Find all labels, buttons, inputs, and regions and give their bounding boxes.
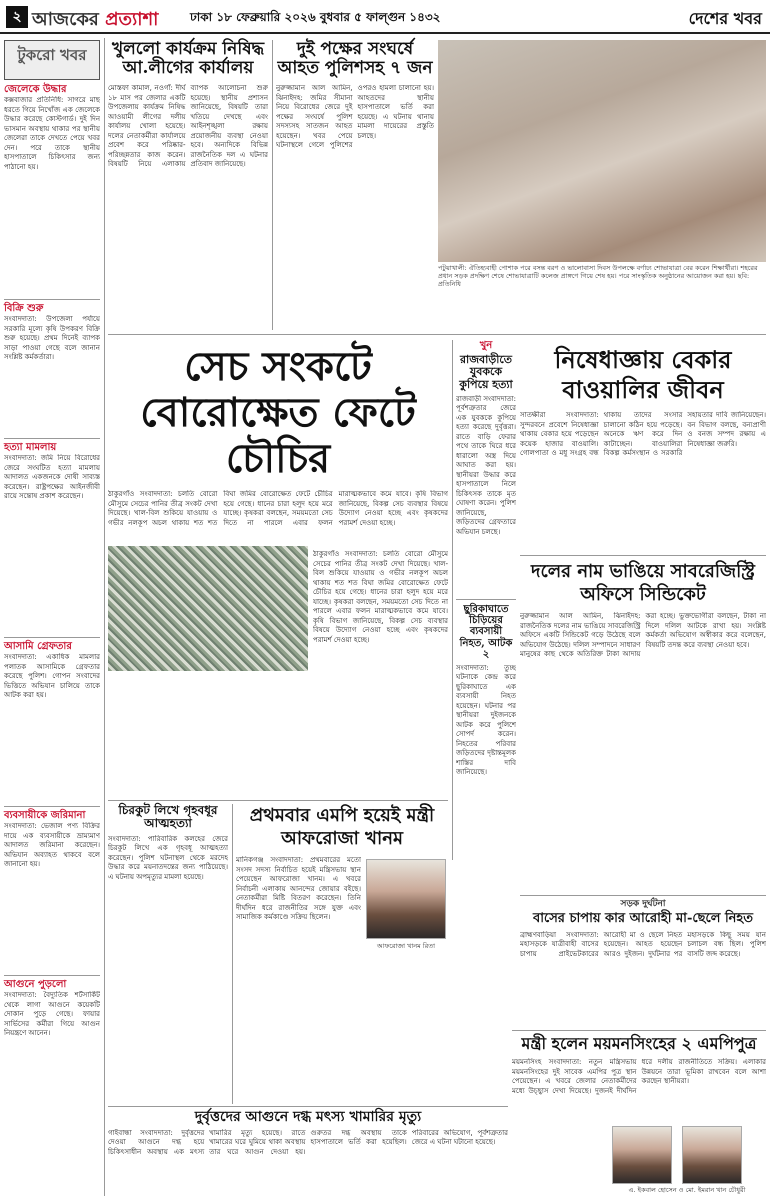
- article-text: নুরুজ্জামান আল আমিন, ঝিনাইদহ: রাজনৈতিক দলের নাম ভাঙিয়ে সাবরেজিস্ট্রি অফিসে একটি সিন্ডিকেট গড়ে উঠেছে বলে অভিযোগ উঠেছে। দলিল সম্পাদনে সাধারণ মানুষের কাছ থেকে অতিরিক্ত টাকা আদায় করা হচ্ছে। ভুক্তভোগীরা বলছেন, টাকা না দিলে দলিল আটকে রাখা হয়। সংশ্লিষ্ট কর্মকর্তা অভিযোগ অস্বীকার করে বলেছেন, বিষয়টি তদন্ত করে ব্যবস্থা নেওয়া হবে।: [520, 612, 766, 658]
- mp-portrait-1: [612, 1126, 672, 1184]
- dateline: ঢাকা ১৮ ফেব্রুয়ারি ২০২৬ বুধবার ৫ ফাল্গুন ১৪৩২: [190, 10, 441, 24]
- story-office-reopened: [108, 40, 268, 330]
- article-text: মানিকগঞ্জ সংবাদদাতা: প্রথমবারের মতো সংসদ সদস্য নির্বাচিত হয়েই মন্ত্রিসভায় স্থান পেয়েছেন আফরোজা খানম। এ খবরে নির্বাচনী এলাকায় আনন্দের জোয়ার বইছে। নেতাকর্মীরা মিষ্টি বিতরণ করেছেন। তিনি দীর্ঘদিন ধরে রাজনীতির সঙ্গে যুক্ত এবং সামাজিক কর্মকাণ্ডে সক্রিয় ছিলেন।: [236, 856, 361, 921]
- brief-text: সংবাদদাতা: উপজেলা পর্যায়ে সরকারি মূল্যে কৃষি উপকরণ বিক্রি শুরু হয়েছে। প্রথম দিনেই ব্যাপক সাড়া পাওয়া গেছে বলে জানান সংশ্লিষ্ট কর্মকর্তারা।: [4, 315, 100, 361]
- story-suicide: [108, 804, 228, 1104]
- brief-text: সংবাদদাতা: ভেজাল পণ্য বিক্রির দায়ে এক ব্যবসায়ীকে ভ্রাম্যমাণ আদালত জরিমানা করেছেন। অভিযান অব্যাহত থাকবে বলে জানানো হয়।: [4, 822, 100, 868]
- photo-caption: পটুয়াখালী: ঐতিহ্যবাহী পোশাক পরে বসন্ত বরণ ও ভালোবাসা দিবস উপলক্ষে বর্ণাঢ্য শোভাযাত্রা বের করেন শিক্ষার্থীরা। শহরের প্রধান সড়ক প্রদক্ষিণ শেষে শোভাযাত্রাটি কলেজ প্রাঙ্গণে গিয়ে শেষ হয়। পরে সাংস্কৃতিক অনুষ্ঠানের আয়োজন করা হয়। ছবি: প্রতিনিধি: [438, 264, 758, 288]
- headline: দুর্বৃত্তদের আগুনে দগ্ধ মৎস্য খামারির মৃত্যু: [194, 1109, 422, 1125]
- portrait-caption: এ. ইকবাল হোসেন ও মো. ইমরান খান চৌধুরী: [628, 1186, 746, 1194]
- brief-text: কক্সবাজার প্রতিনিধি: সাগরে মাছ ধরতে গিয়ে নিখোঁজ এক জেলেকে উদ্ধার করেছে কোস্টগার্ড। দুই দিন ভাসমান অবস্থায় থাকার পর স্থানীয় জেলেরা তাকে দেখতে পেয়ে খবর দেন। পরে তাকে স্থানীয় হাসপাতালে চিকিৎসার জন্য পাঠানো হয়।: [4, 96, 100, 171]
- article-text: রাজবাড়ী সংবাদদাতা: পূর্বশত্রুতার জেরে এক যুবককে কুপিয়ে হত্যা করেছে দুর্বৃত্তরা। রাতে বাড়ি ফেরার পথে তাকে ঘিরে ধরে ধারালো অস্ত্র দিয়ে আঘাত করা হয়। স্থানীয়রা উদ্ধার করে হাসপাতালে নিলে চিকিৎসক তাকে মৃত ঘোষণা করেন। পুলিশ জানিয়েছে, জড়িতদের গ্রেফতারে অভিযান চলছে।: [456, 394, 516, 536]
- article-text-cont: ঠাকুরগাঁও সংবাদদাতা: চলতি বোরো মৌসুমে সেচের পানির তীব্র সংকট দেখা দিয়েছে। খাল-বিল শুকিয়ে যাওয়ায় ও গভীর নলকূপ অচল থাকায় শত শত বিঘা জমির বোরোক্ষেত ফেটে চৌচির হয়ে গেছে। ধানের চারা হলুদ হয়ে মরে যাচ্ছে। কৃষকরা বলছেন, সময়মতো সেচ দিতে না পারলে এবার ফলন মারাত্মকভাবে কমে যাবে। কৃষি বিভাগ জানিয়েছে, বিকল্প সেচ ব্যবস্থার বিষয়ে উদ্যোগ নেওয়া হচ্ছে এবং কৃষকদের পরামর্শ দেওয়া হচ্ছে।: [313, 550, 448, 644]
- brief-text: সংবাদদাতা: বৈদ্যুতিক শর্টসার্কিট থেকে লাগা আগুনে কয়েকটি দোকান পুড়ে গেছে। ফায়ার সার্ভিসের কর্মীরা গিয়ে আগুন নিয়ন্ত্রণে আনেন।: [4, 991, 100, 1037]
- brief-headline: হত্যা মামলায়: [4, 442, 57, 453]
- mp-portrait-2: [682, 1126, 742, 1184]
- brief-text: সংবাদদাতা: জমি নিয়ে বিরোধের জেরে সংঘটিত হত্যা মামলায় আদালত একজনকে দোষী সাব্যস্ত করেছেন। রাষ্ট্রপক্ষের আইনজীবী রায়ে সন্তোষ প্রকাশ করেছেন।: [4, 454, 100, 500]
- sidebar-title: টুকরো খবর: [17, 46, 87, 64]
- story-irrigation-crisis: [108, 340, 448, 795]
- column-divider: [452, 340, 453, 860]
- column-divider: [232, 804, 233, 1104]
- section-divider: [520, 555, 766, 556]
- portrait-caption: আফরোজা খানম রিতা: [376, 942, 436, 950]
- article-text: নুরুজ্জামান আল আমিন, ঝিনাইদহ: জমির সীমানা নিয়ে বিরোধের জেরে দুই পক্ষের সংঘর্ষে পুলিশ সদস্যসহ সাতজন আহত হয়েছেন। খবর পেয়ে ঘটনাস্থলে গেলে পুলিশের ওপরও হামলা চালানো হয়। আহতদের স্থানীয় হাসপাতালে ভর্তি করা হয়েছে। এ ঘটনায় থানায় মামলা দায়েরের প্রস্তুতি চলছে।: [276, 84, 434, 150]
- page-number: ২: [6, 6, 28, 28]
- story-syndicate: [520, 560, 766, 890]
- headline: ছুরিকাঘাতে চিড়িয়ের ব্যবসায়ী নিহত, আটক ২: [459, 603, 513, 660]
- headline: মন্ত্রী হলেন ময়মনসিংহের ২ এমপিপুত্র: [521, 1034, 757, 1053]
- story-fire: [108, 1110, 508, 1196]
- story-minister: [236, 804, 448, 1104]
- rally-photo: [438, 40, 766, 262]
- headline: খুললো কার্যক্রম নিষিদ্ধ আ.লীগের কার্যালয়: [111, 39, 265, 79]
- headline: প্রথমবার এমপি হয়েই মন্ত্রী আফরোজা খানম: [249, 805, 435, 849]
- section-divider: [108, 1106, 508, 1107]
- headline: দুই পক্ষের সংঘর্ষে আহত পুলিশসহ ৭ জন: [277, 39, 433, 79]
- brief-headline: জেলেকে উদ্ধার: [4, 84, 67, 95]
- brief-text: সংবাদদাতা: একাধিক মামলার পলাতক আসামিকে গ্রেফতার করেছে পুলিশ। গোপন সংবাদের ভিত্তিতে অভিযান চালিয়ে তাকে আটক করা হয়।: [4, 653, 100, 699]
- brief-headline: আগুনে পুড়লো: [4, 979, 67, 990]
- kicker: খুন: [479, 340, 493, 351]
- headline: রাজবাড়ীতে যুবককে কুপিয়ে হত্যা: [459, 353, 513, 391]
- section-divider: [520, 895, 766, 896]
- headline: বাসের চাপায় কার আরোহী মা-ছেলে নিহত: [532, 911, 754, 926]
- headline: নিষেধাজ্ঞায় বেকার বাওয়ালির জীবন: [554, 345, 732, 404]
- article-text: সংবাদদাতা: পারিবারিক কলহের জেরে চিরকুট লিখে এক গৃহবধূ আত্মহত্যা করেছেন। পুলিশ ঘটনাস্থল থেকে মরদেহ উদ্ধার করে ময়নাতদন্তের জন্য পাঠিয়েছে। এ ঘটনায় অপমৃত্যুর মামলা হয়েছে।: [108, 834, 228, 881]
- column-divider: [104, 38, 105, 1196]
- article-text: সাতক্ষীরা সংবাদদাতা: সুন্দরবনে প্রবেশে নিষেধাজ্ঞা থাকায় বেকার হয়ে পড়েছেন কয়েক হাজার বাওয়ালি। গোলপাতা ও মধু সংগ্রহ বন্ধ থাকায় তাদের সংসার চালানো কঠিন হয়ে পড়েছে। অনেকে ঋণ করে দিন কাটাচ্ছেন। বাওয়ালিরা বিকল্প কর্মসংস্থান ও সরকারি সহায়তার দাবি জানিয়েছেন। বন বিভাগ বলছে, বন্যপ্রাণী ও বনজ সম্পদ রক্ষায় এ নিষেধাজ্ঞা জরুরি।: [520, 411, 766, 457]
- story-accident: [520, 898, 766, 1028]
- minister-portrait: [366, 859, 446, 939]
- story-bawali: [520, 345, 766, 545]
- sidebar-brief-news: [4, 40, 100, 1190]
- headline: দলের নাম ভাঙিয়ে সাবরেজিস্ট্রি অফিসে সিন্ডিকেট: [531, 561, 755, 605]
- page-header: [0, 0, 770, 34]
- story-clash: [276, 40, 434, 330]
- brief-headline: ব্যবসায়ীকে জরিমানা: [4, 810, 86, 821]
- article-text: ব্রাহ্মণবাড়িয়া সংবাদদাতা: মহাসড়কে যাত্রীবাহী বাসের চাপায় প্রাইভেটকারের আরোহী মা ও ছেলে নিহত হয়েছেন। আহত হয়েছেন আরও দুইজন। দুর্ঘটনার পর মহাসড়কে কিছু সময় যান চলাচল বন্ধ ছিল। পুলিশ বাসটি জব্দ করেছে।: [520, 930, 766, 958]
- sidebar-title-box: [4, 40, 100, 80]
- article-text: ময়মনসিংহ সংবাদদাতা: নতুন মন্ত্রিসভায় ময়মনসিংহের দুই সাবেক এমপির পুত্র স্থান পেয়েছেন। এ খবরে জেলার নেতাকর্মীদের মধ্যে উচ্ছ্বাস দেখা দিয়েছে। দুজনই দীর্ঘদিন ধরে দলীয় রাজনীতিতে সক্রিয়। এলাকার উন্নয়নে তারা ভূমিকা রাখবেন বলে আশা করছেন স্থানীয়রা।: [512, 1058, 766, 1095]
- cracked-field-photo: [108, 546, 308, 671]
- column-divider: [272, 40, 273, 330]
- kicker: সড়ক দুর্ঘটনা: [620, 899, 666, 909]
- story-murder: [456, 340, 516, 860]
- section-divider: [512, 1030, 766, 1031]
- article-text: মোস্তফা কামাল, নওগাঁ: দীর্ঘ ১৮ মাস পর জেলার একটি উপজেলায় কার্যক্রম নিষিদ্ধ আওয়ামী লীগের দলীয় কার্যালয় খোলা হয়েছে। দলের নেতাকর্মীরা কার্যালয়ে প্রবেশ করে পরিষ্কার-পরিচ্ছন্নতার কাজ করেন। বিষয়টি নিয়ে এলাকায় ব্যাপক আলোচনা শুরু হয়েছে। স্থানীয় প্রশাসন জানিয়েছে, বিষয়টি তারা খতিয়ে দেখছে এবং আইনশৃঙ্খলা রক্ষায় প্রয়োজনীয় ব্যবস্থা নেওয়া হবে। অন্যদিকে বিভিন্ন রাজনৈতিক দল এ ঘটনার প্রতিবাদ জানিয়েছে।: [108, 84, 268, 169]
- headline: চিরকুট লিখে গৃহবধূর আত্মহত্যা: [118, 803, 218, 831]
- section-title: দেশের খবর: [688, 9, 762, 28]
- story-mp-sons: [512, 1034, 766, 1196]
- brief-headline: আসামি গ্রেফতার: [4, 641, 72, 652]
- section-divider: [108, 800, 448, 801]
- article-text: সংবাদদাতা: তুচ্ছ ঘটনাকে কেন্দ্র করে ছুরিকাঘাতে এক ব্যবসায়ী নিহত হয়েছেন। ঘটনার পর স্থানীয়রা দুইজনকে আটক করে পুলিশে সোপর্দ করেন। নিহতের পরিবার জড়িতদের দৃষ্টান্তমূলক শাস্তির দাবি জানিয়েছে।: [456, 663, 516, 777]
- article-text: ঠাকুরগাঁও সংবাদদাতা: চলতি বোরো মৌসুমে সেচের পানির তীব্র সংকট দেখা দিয়েছে। খাল-বিল শুকিয়ে যাওয়ায় ও গভীর নলকূপ অচল থাকায় শত শত বিঘা জমির বোরোক্ষেত ফেটে চৌচির হয়ে গেছে। ধানের চারা হলুদ হয়ে মরে যাচ্ছে। কৃষকরা বলছেন, সময়মতো সেচ দিতে না পারলে এবার ফলন মারাত্মকভাবে কমে যাবে। কৃষি বিভাগ জানিয়েছে, বিকল্প সেচ ব্যবস্থার বিষয়ে উদ্যোগ নেওয়া হচ্ছে এবং কৃষকদের পরামর্শ দেওয়া হচ্ছে।: [108, 490, 448, 527]
- section-divider: [108, 334, 766, 335]
- brief-headline: বিক্রি শুরু: [4, 303, 44, 314]
- newspaper-logo: আজকের প্রত্যাশা: [32, 9, 159, 30]
- article-text: গাইবান্ধা সংবাদদাতা: দুর্বৃত্তদের দেওয়া আগুনে দগ্ধ হয়ে চিকিৎসাধীন অবস্থায় এক মৎস্য খামারির মৃত্যু হয়েছে। রাতে খামারের ঘরে ঘুমিয়ে থাকা অবস্থায় তার ঘরে আগুন দেওয়া হয়। গুরুতর দগ্ধ অবস্থায় তাকে হাসপাতালে ভর্তি করা হয়েছিল। পরিবারের অভিযোগ, পূর্বশত্রুতার জেরে এ ঘটনা ঘটানো হয়েছে।: [108, 1128, 508, 1156]
- main-headline: সেচ সংকটে বোরোক্ষেত ফেটে চৌচির: [140, 343, 416, 482]
